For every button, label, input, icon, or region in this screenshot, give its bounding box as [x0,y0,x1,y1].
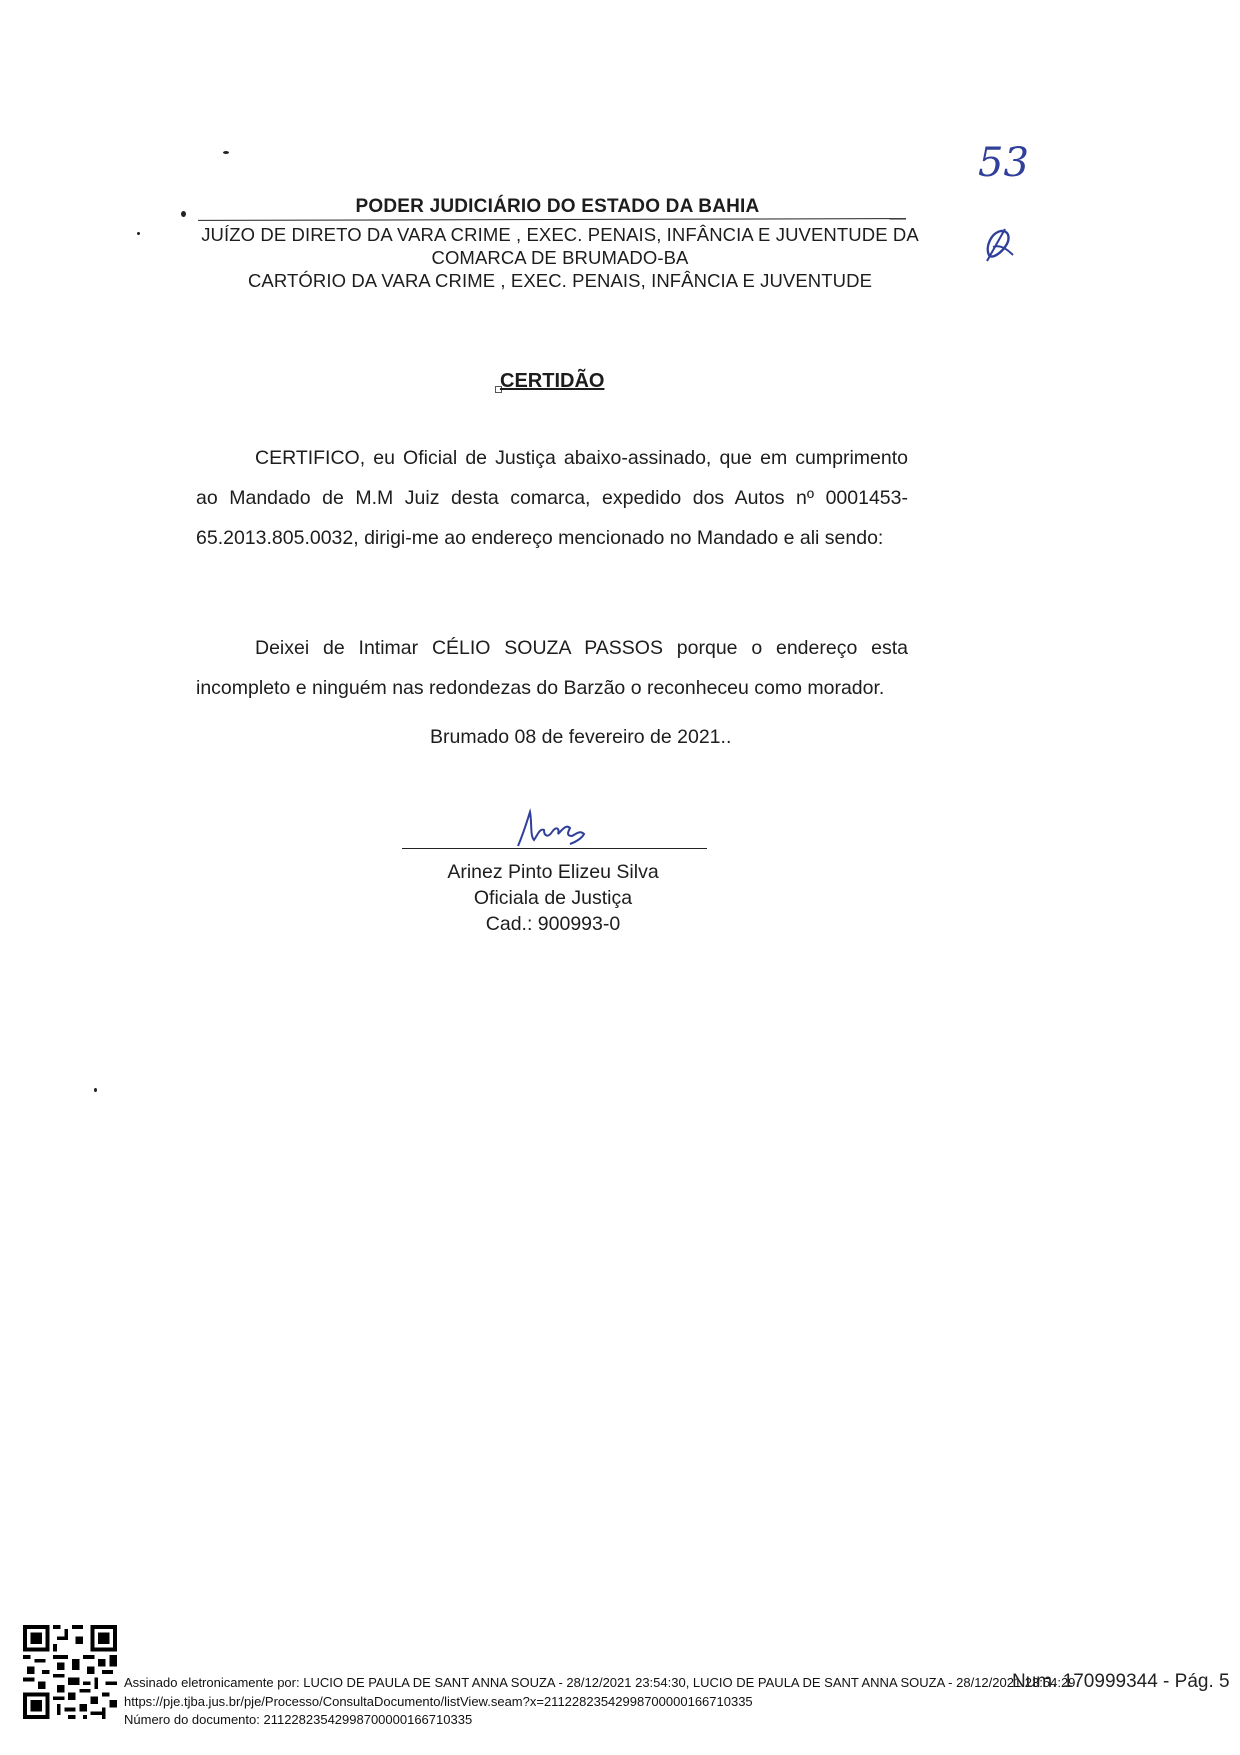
footer-document-number: Número do documento: 21122823542998700000166710335 [124,1712,473,1727]
certification-text: CERTIFICO, eu Oficial de Justiça abaixo-assinado, que em cumprimento ao Mandado de M.M Juiz desta comarca, expedido dos Autos nº 0001453-65.2013.805.0032, dirigi-me ao endereço mencionado no Mandado e ali sendo: [196,447,908,549]
handwritten-initials-icon [983,225,1017,265]
document-date: Brumado 08 de fevereiro de 2021.. [430,726,732,748]
court-name: PODER JUDICIÁRIO DO ESTADO DA BAHIA [355,196,760,217]
footer-url-link[interactable]: https://pje.tjba.jus.br/pje/Processo/ConsultaDocumento/listView.seam?x=21122823542998700000166710335 [124,1694,753,1709]
scan-speck [94,1088,97,1092]
scan-speck [181,211,186,217]
header-district: COMARCA DE BRUMADO-BA [431,247,689,268]
result-text: Deixei de Intimar CÉLIO SOUZA PASSOS porque o endereço esta incompleto e ninguém nas redondezas do Barzão o reconheceu como morador. [196,637,908,699]
header-registry: CARTÓRIO DA VARA CRIME , EXEC. PENAIS, INFÂNCIA E JUVENTUDE [247,270,873,291]
document-title: CERTIDÃO [500,370,605,392]
footer-signature-info: Assinado eletronicamente por: LUCIO DE PAULA DE SANT ANNA SOUZA - 28/12/2021 23:54:30, LUCIO DE PAULA DE SANT ANNA SOUZA - 28/12/2021 23:54:29 [124,1675,1076,1690]
result-paragraph [196,628,908,708]
header-rule [198,218,906,221]
signer-name: Arinez Pinto Elizeu Silva [447,861,659,883]
handwritten-page-number: 53 [978,140,1029,186]
signature-image [510,806,600,850]
signer-role: Oficiala de Justiça [473,887,633,909]
certification-paragraph [196,438,908,558]
scan-speck [223,151,229,154]
page-reference: Num. 170999344 - Pág. 5 [1012,1671,1230,1692]
header-jurisdiction: JUÍZO DE DIRETO DA VARA CRIME , EXEC. PENAIS, INFÂNCIA E JUVENTUDE DA [201,224,919,245]
scan-speck [137,232,140,235]
qr-code-icon[interactable] [23,1625,117,1719]
signature-line [402,848,707,849]
signer-registration: Cad.: 900993-0 [485,913,621,935]
